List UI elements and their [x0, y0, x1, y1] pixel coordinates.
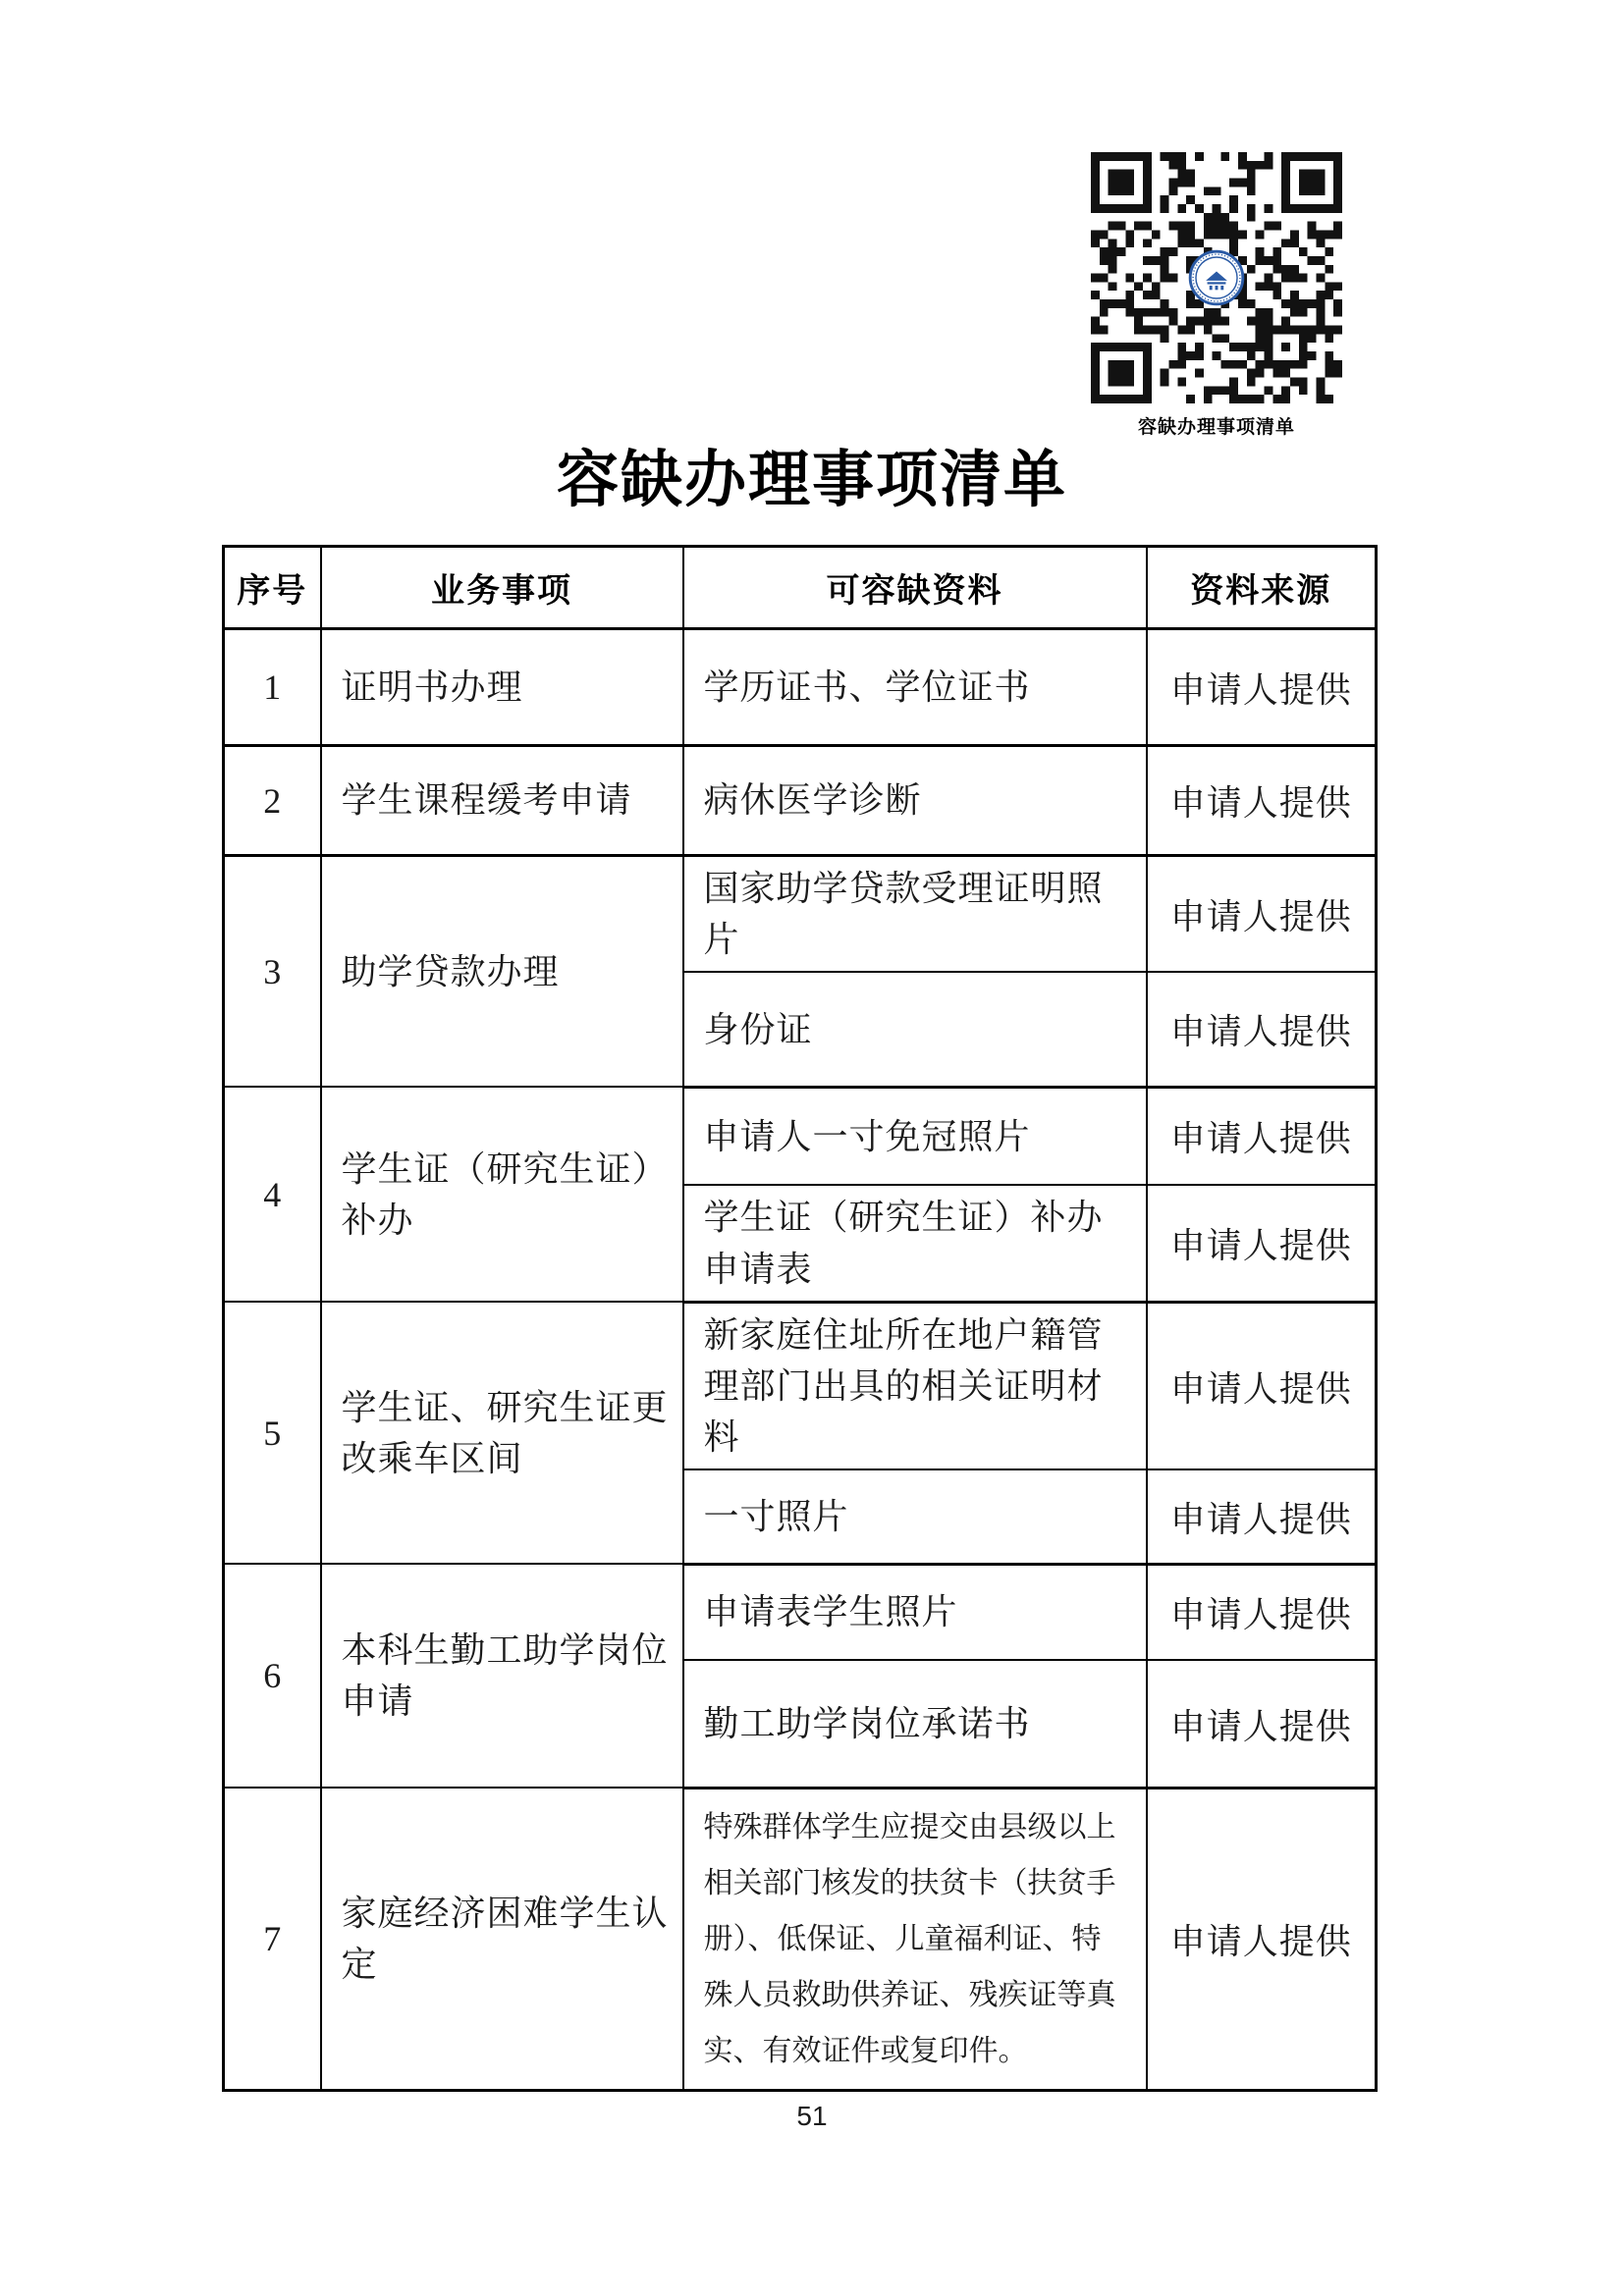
- table-row: [224, 1087, 1377, 1185]
- material-source: 申请人提供: [1147, 1087, 1377, 1185]
- deficient-material: 新家庭住址所在地户籍管理部门出具的相关证明材料: [683, 1302, 1147, 1469]
- row-number: 6: [224, 1564, 321, 1788]
- table-header-row: [224, 547, 1377, 629]
- deficient-material: 学历证书、学位证书: [683, 629, 1147, 746]
- deficient-material: 勤工助学岗位承诺书: [683, 1660, 1147, 1788]
- row-number: 1: [224, 629, 321, 746]
- row-number: 3: [224, 856, 321, 1088]
- university-seal-logo: [1188, 249, 1245, 306]
- row-number: 7: [224, 1788, 321, 2090]
- row-number: 4: [224, 1087, 321, 1302]
- deficient-material: 病休医学诊断: [683, 746, 1147, 856]
- business-item: 学生课程缓考申请: [321, 746, 683, 856]
- material-source: 申请人提供: [1147, 746, 1377, 856]
- business-item: 学生证（研究生证）补办: [321, 1087, 683, 1302]
- material-source: 申请人提供: [1147, 856, 1377, 973]
- material-source: 申请人提供: [1147, 1302, 1377, 1469]
- deficient-material: 申请表学生照片: [683, 1564, 1147, 1660]
- table-row: [224, 856, 1377, 973]
- page-number: 51: [796, 2101, 828, 2131]
- row-number: 2: [224, 746, 321, 856]
- table-row: [224, 746, 1377, 856]
- col-header-material-source: 资料来源: [1147, 547, 1377, 629]
- material-source: 申请人提供: [1147, 1564, 1377, 1660]
- table-row: [224, 1788, 1377, 2090]
- deficient-material: 申请人一寸免冠照片: [683, 1087, 1147, 1185]
- deficient-material: 特殊群体学生应提交由县级以上相关部门核发的扶贫卡（扶贫手册）、低保证、儿童福利证、特殊人员救助供养证、残疾证等真实、有效证件或复印件。: [683, 1788, 1147, 2090]
- business-item: 助学贷款办理: [321, 856, 683, 1088]
- qr-code-block: [1091, 152, 1342, 439]
- material-source: 申请人提供: [1147, 1660, 1377, 1788]
- table-row: [224, 1302, 1377, 1469]
- material-source: 申请人提供: [1147, 1469, 1377, 1564]
- table-row: [224, 629, 1377, 746]
- material-source: 申请人提供: [1147, 629, 1377, 746]
- material-source: 申请人提供: [1147, 1185, 1377, 1302]
- business-item: 学生证、研究生证更改乘车区间: [321, 1302, 683, 1564]
- col-header-deficient-material: 可容缺资料: [683, 547, 1147, 629]
- col-header-business-item: 业务事项: [321, 547, 683, 629]
- deficient-material: 一寸照片: [683, 1469, 1147, 1564]
- material-source: 申请人提供: [1147, 1788, 1377, 2090]
- business-item: 本科生勤工助学岗位申请: [321, 1564, 683, 1788]
- deficient-material: 国家助学贷款受理证明照片: [683, 856, 1147, 973]
- deficiency-items-table: [222, 545, 1378, 2092]
- col-header-no: 序号: [224, 547, 321, 629]
- deficient-material: 身份证: [683, 972, 1147, 1087]
- qr-caption: 容缺办理事项清单: [1137, 417, 1295, 438]
- page-title: 容缺办理事项清单: [557, 446, 1067, 514]
- material-source: 申请人提供: [1147, 972, 1377, 1087]
- deficient-material: 学生证（研究生证）补办申请表: [683, 1185, 1147, 1302]
- table-row: [224, 1564, 1377, 1660]
- business-item: 家庭经济困难学生认定: [321, 1788, 683, 2090]
- business-item: 证明书办理: [321, 629, 683, 746]
- row-number: 5: [224, 1302, 321, 1564]
